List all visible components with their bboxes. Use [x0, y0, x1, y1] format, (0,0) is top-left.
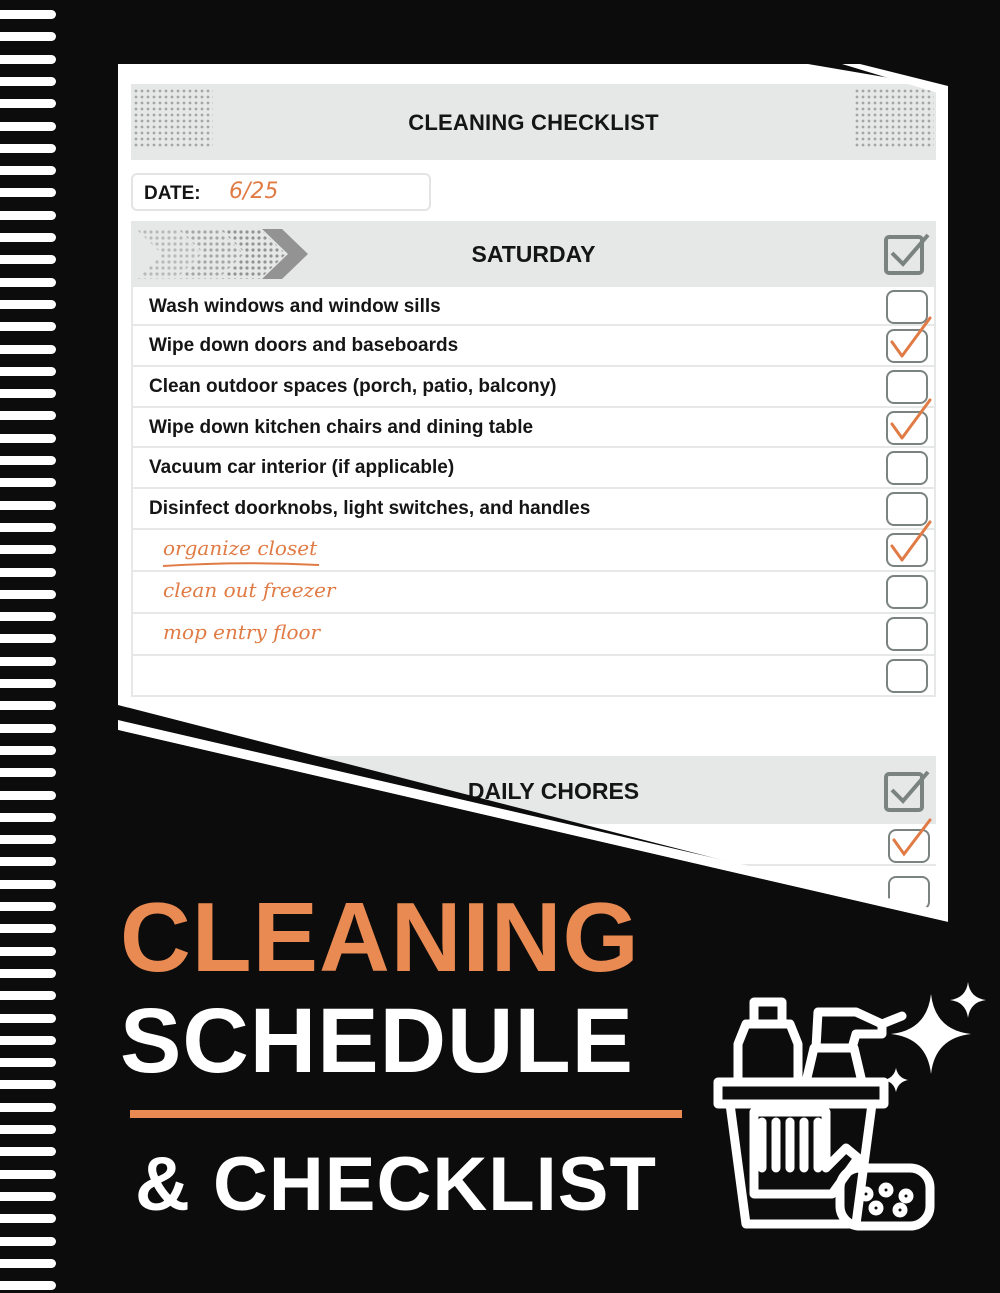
sparkle-icon [891, 994, 971, 1074]
checklist-title: CLEANING CHECKLIST [408, 110, 659, 135]
date-label: DATE: [144, 183, 201, 204]
handwritten-task-label: clean out freezer [163, 578, 336, 602]
task-label: Wash windows and window sills [149, 296, 441, 317]
handwritten-task-label: organize closet [163, 536, 318, 560]
sparkle-icon [950, 982, 986, 1018]
task-label: Clean outdoor spaces (porch, patio, balcony) [149, 376, 557, 397]
cover-title-checklist: & CHECKLIST [135, 1142, 657, 1227]
cover-title-schedule: SCHEDULE [120, 990, 635, 1092]
daily-chores-title: DAILY CHORES [467, 778, 640, 804]
cover-title-cleaning: CLEANING [120, 882, 640, 992]
handwritten-task-label: mop entry floor [163, 620, 321, 644]
title-divider [130, 1110, 682, 1118]
date-value: 6/25 [229, 179, 279, 204]
task-label: Disinfect doorknobs, light switches, and handles [149, 498, 591, 519]
task-label: Wipe down kitchen chairs and dining table [149, 417, 534, 438]
day-title: SATURDAY [471, 241, 596, 267]
task-label: Wipe down doors and baseboards [149, 335, 459, 356]
task-label: Vacuum car interior (if applicable) [149, 457, 455, 478]
cleaning-supplies-icon [706, 972, 996, 1242]
